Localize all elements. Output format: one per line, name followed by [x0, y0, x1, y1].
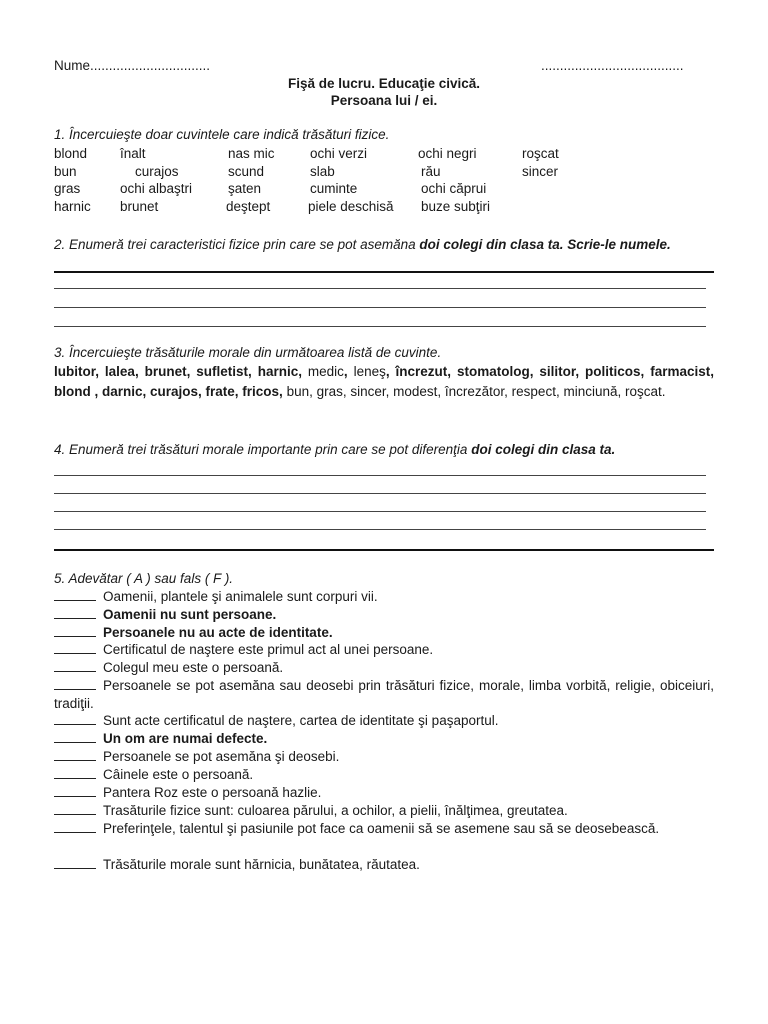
q5-statement: Persoanele se pot asemăna şi deosebi. [54, 748, 714, 766]
q1-word[interactable]: gras [54, 181, 81, 196]
q2-answer-line-3[interactable] [54, 326, 706, 327]
q1-word[interactable]: sincer [522, 163, 559, 179]
q3-words-bold: lubitor, lalea, brunet, sufletist, harnic, [54, 364, 308, 379]
q3-word-medic: medic [307, 364, 344, 379]
q1-word[interactable]: ochi căprui [421, 181, 487, 196]
q3-word-list [54, 362, 714, 402]
answer-blank[interactable] [54, 803, 96, 815]
answer-blank[interactable] [54, 642, 96, 654]
q2-divider [54, 271, 714, 273]
q5-statement: Certificatul de naştere este primul act al unei persoane. [54, 641, 714, 659]
q5-statement: Un om are numai defecte. [54, 730, 714, 748]
worksheet-subtitle: Persoana lui / ei. [330, 93, 438, 108]
q1-word[interactable]: harnic [54, 198, 91, 214]
q5-statement: Preferinţele, talentul şi pasiunile pot face ca oamenii să se asemene sau să se deosebească. [54, 820, 714, 838]
q4-answer-line-4[interactable] [54, 529, 706, 530]
q1-word[interactable]: ochi negri [418, 146, 477, 161]
q3-separator: , [343, 364, 354, 379]
q5-statement: Câinele este o persoană. [54, 766, 714, 784]
q5-statement: Oamenii nu sunt persoane. [54, 606, 714, 624]
q3-prompt: 3. Încercuieşte trăsăturile morale din următoarea listă de cuvinte. [54, 345, 442, 360]
q1-word[interactable]: bun [54, 163, 77, 179]
answer-blank[interactable] [54, 713, 96, 725]
q1-row [54, 164, 714, 182]
q4-answer-line-1[interactable] [54, 475, 706, 476]
answer-blank[interactable] [54, 857, 96, 869]
q1-word[interactable]: nas mic [228, 146, 275, 161]
q1-word[interactable]: blond [54, 146, 88, 161]
q4-prompt-text: 4. Enumeră trei trăsături morale importante prin care se pot diferenţia [54, 442, 472, 457]
q1-word[interactable]: roşcat [522, 146, 559, 161]
q1-word[interactable]: piele deschisă [308, 198, 394, 214]
answer-blank[interactable] [54, 785, 96, 797]
q1-word[interactable]: buze subţiri [421, 198, 491, 214]
answer-blank[interactable] [54, 821, 96, 833]
q4-answer-line-2[interactable] [54, 493, 706, 494]
q5-statement: Sunt acte certificatul de naştere, cartea de identitate şi paşaportul. [54, 712, 714, 730]
name-field-label: Nume................................ [54, 58, 211, 73]
date-field-placeholder: ...................................... [541, 58, 684, 73]
q5-statement: Pantera Roz este o persoană hazlie. [54, 784, 714, 802]
q1-word[interactable]: curajos [135, 163, 179, 179]
q2-prompt [54, 235, 714, 255]
q1-word[interactable]: înalt [120, 146, 146, 161]
q2-answer-line-2[interactable] [54, 307, 706, 308]
q1-word[interactable]: deştept [226, 198, 271, 214]
q2-prompt-text: Enumeră trei caracteristici fizice prin care se pot asemăna [65, 237, 420, 252]
q1-prompt: 1. Încercuieşte doar cuvintele care indică trăsături fizice. [54, 127, 390, 142]
q1-word[interactable]: ochi verzi [310, 146, 368, 161]
answer-blank[interactable] [54, 589, 96, 601]
q1-word[interactable]: cuminte [310, 181, 358, 196]
q3-word-lenes: leneş [353, 364, 386, 379]
answer-blank[interactable] [54, 749, 96, 761]
answer-blank[interactable] [54, 731, 96, 743]
q2-number: 2. [54, 237, 66, 252]
q1-word[interactable]: scund [228, 163, 265, 179]
q4-divider [54, 549, 714, 551]
q3-words-normal: bun, gras, sincer, modest, încrezător, respect, minciună, roşcat. [282, 384, 666, 399]
q1-word[interactable]: ochi albaştri [120, 181, 193, 196]
q1-word[interactable]: slab [310, 163, 335, 179]
q5-statement: Persoanele nu au acte de identitate. [54, 624, 714, 642]
q4-prompt [54, 442, 615, 458]
answer-blank[interactable] [54, 625, 96, 637]
answer-blank[interactable] [54, 607, 96, 619]
worksheet-title: Fişă de lucru. Educaţie civică. [287, 76, 481, 91]
q5-prompt: 5. Adevătar ( A ) sau fals ( F ). [54, 571, 234, 586]
q2-prompt-emphasis: doi colegi din clasa ta. Scrie-le numele. [419, 237, 671, 252]
q2-answer-line-1[interactable] [54, 288, 706, 289]
q1-row [54, 199, 714, 217]
q4-prompt-emphasis: doi colegi din clasa ta. [471, 442, 616, 457]
q1-row [54, 146, 714, 164]
q1-word[interactable]: şaten [228, 181, 262, 196]
answer-blank[interactable] [54, 678, 96, 690]
q5-statement: Colegul meu este o persoană. [54, 659, 714, 677]
q5-statement: Trasăturile fizice sunt: culoarea părului, a ochilor, a pielii, înălţimea, greutatea. [54, 802, 714, 820]
q4-answer-line-3[interactable] [54, 511, 706, 512]
q1-word[interactable]: rău [421, 163, 441, 179]
q5-statement: Persoanele se pot asemăna sau deosebi prin trăsături fizice, morale, limba vorbită, religie, obiceiuri, tradiţii. [54, 678, 714, 711]
q5-statement: Trăsăturile morale sunt hărnicia, bunătatea, răutatea. [54, 856, 714, 874]
q5-statement: Oamenii, plantele şi animalele sunt corpuri vii. [54, 588, 714, 606]
q1-word[interactable]: brunet [120, 198, 159, 214]
q1-row [54, 181, 714, 199]
answer-blank[interactable] [54, 767, 96, 779]
answer-blank[interactable] [54, 660, 96, 672]
q1-word-grid [54, 146, 714, 216]
q3-words-bold: , încrezut, stomatolog, silitor, politicos, farmacist, blond , darnic, curajos, frate, fricos, [54, 364, 714, 399]
